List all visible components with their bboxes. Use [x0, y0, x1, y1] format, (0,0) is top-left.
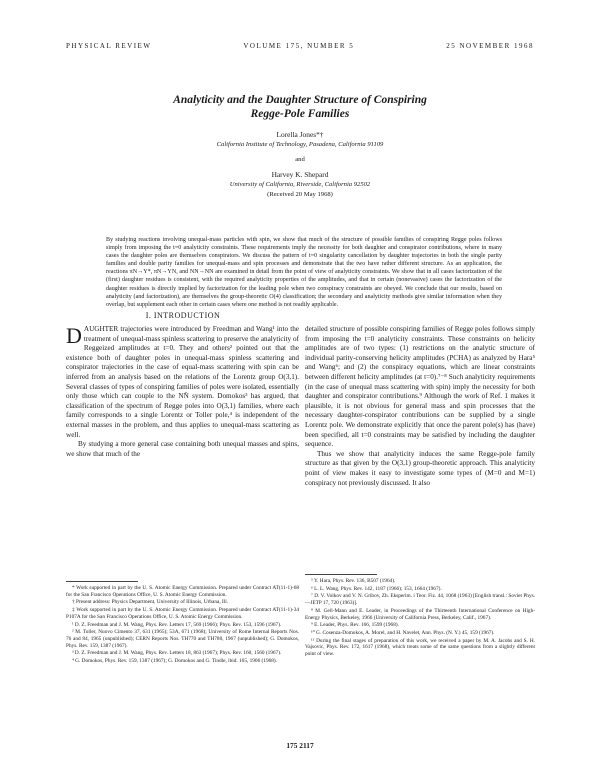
- author-1-affiliation: California Institute of Technology, Pasadena, California 91109: [216, 141, 384, 148]
- footnote: ⁸ M. Gell-Mann and E. Leader, in Proceedings of the Thirteenth International Conference on High-Energy Physics, Berkeley, 1966 (University of California Press, Berkeley, Calif., 1967).: [305, 607, 535, 621]
- footnote: ⁹ E. Leader, Phys. Rev. 166, 1599 (1968).: [311, 622, 399, 629]
- footnote: ² M. Toller, Nuovo Cimento 37, 631 (1965); 53A, 671 (1968); University of Rome Internal Reports Nos. 76 and 84, 1965 (unpublished); CERN Reports Nos. TH770 and TH780, 1967 (unpublished); G. Domokos, Phys. Rev. 159, 1387 (1967).: [66, 629, 299, 649]
- intro-right-column: [305, 325, 535, 488]
- intro-paragraph-1-text: AUGHTER trajectories were introduced by Freedman and Wang¹ into the treatment of unequal-mass spinless scattering to preserve the analyticity of Reggeized amplitudes at t=0. They and others² pointed out that the existence both of daughter poles in unequal-mass spinless scattering and conspirator trajectories in the case of equal-mass scattering with spin can be inferred from an analysis based on the relations of the Lorentz group O(3,1). Several classes of types of conspiring families of poles were isolated, essentially only those which can couple to the NN̄ system. Domokos³ has argued, that classification of the spectrum of Regge poles into O(3,1) families, where each family corresponds to a single Lorentz or Toller pole,⁴ is independent of the external masses in the problem, and thus applies to unequal-mass scattering as well.: [66, 325, 299, 439]
- running-head: [66, 42, 534, 50]
- intro-paragraph-1: [66, 325, 299, 440]
- journal-name: PHYSICAL REVIEW: [66, 42, 152, 50]
- footnote: ⁴ G. Domokos, Phys. Rev. 159, 1387 (1967); G. Domokos and G. Tindle, ibid. 165, 1906 (1968).: [72, 658, 277, 665]
- footnote: ⁶ L. L. Wang, Phys. Rev. 142, 1187 (1966); 153, 1664 (1967).: [311, 585, 442, 592]
- received-date: (Received 20 May 1968): [267, 191, 333, 198]
- drop-cap: D: [66, 323, 82, 348]
- author-2-affiliation: University of California, Riverside, California 92502: [229, 181, 371, 188]
- footnotes-left: [66, 585, 299, 666]
- footnote: ⁷ D. V. Volkov and V. N. Gribov, Zh. Eksperim. i Teor. Fiz. 44, 1068 (1963) [English transl.: Soviet Phys.—JETP 17, 720 (1963)].: [305, 593, 535, 607]
- footnote: * Work supported in part by the U. S. Atomic Energy Commission. Prepared under Contract AT(11-1)-68 for the San Francisco Operations Office, U. S. Atomic Energy Commission.: [66, 585, 299, 598]
- footnote: ¹⁰ G. Cosenza-Domokos, A. Morel, and H. Navelet, Ann. Phys. (N. Y.) 45, 159 (1967).: [311, 629, 495, 636]
- issue-date: 25 NOVEMBER 1968: [446, 42, 534, 50]
- footnote: ¹ D. Z. Freedman and J. M. Wang, Phys. Rev. Letters 17, 569 (1966); Phys. Rev. 153, 1596 (1967).: [72, 621, 282, 628]
- intro-paragraph-2: By studying a more general case containing both unequal masses and spins, we show that much of the: [66, 440, 299, 458]
- volume-number: VOLUME 175, NUMBER 5: [243, 42, 355, 50]
- intro-paragraph-4: Thus we show that analyticity induces the same Regge-pole family structure as that given by the O(3,1) group-theoretic approach. This analyticity point of view makes it easy to investigate some types of (M=0 and M=1) conspiracy not previously discussed. It also: [305, 449, 535, 487]
- and-separator: and: [295, 156, 305, 163]
- section-heading: I. INTRODUCTION: [145, 311, 221, 320]
- intro-left-column: [66, 325, 299, 459]
- paper-title-line1: Analyticity and the Daughter Structure of Conspiring: [173, 94, 427, 106]
- paper-title: [0, 93, 600, 121]
- footnote: ³ D. Z. Freedman and J. M. Wang, Phys. Rev. Letters 18, 863 (1967); Phys. Rev. 160, 1560 (1967).: [72, 650, 282, 657]
- paper-title-line2: Regge-Pole Families: [250, 108, 350, 120]
- footnote: † Present address: Physics Department, University of Illinois, Urbana, Ill.: [72, 599, 229, 606]
- author-2-name: Harvey K. Shepard: [271, 170, 329, 179]
- footnote: ‡ Work supported in part by the U. S. Atomic Energy Commission. Prepared under Contract AT(11-1)-34 P107A for the San Francisco Operations Office, U. S. Atomic Energy Commission.: [66, 607, 299, 620]
- page-number: 175 2117: [286, 741, 314, 750]
- footnote: ⁵ Y. Hara, Phys. Rev. 136, B507 (1964).: [311, 578, 396, 584]
- intro-paragraph-3: detailed structure of possible conspiring families of Regge poles follows simply from imposing the t=0 analyticity constraints. These constraints on helicity amplitudes are of two types: (1) restrictions on the analytic structure of individual parity-conserving helicity amplitudes (PCHA) as analyzed by Hara⁵ and Wang⁶; and (2) the conspiracy equations, which are linear constraints between different helicity amplitudes (at t=0).⁷⁻⁸ Such analyticity requirements (in the case of unequal mass scattering with spin) imply the necessity for both daughter and conspirator contributions.⁹ Although the work of Ref. 1 makes it plausible, it is not obvious for general mass and spin processes that the necessary daughter-conspirator contributions can be supplied by a single Lorentz pole. We demonstrate explicitly that once the parent pole(s) has (have) been specified, all t=0 constraints may be satisfied by including the daughter sequence.: [305, 325, 535, 449]
- footnote-rule-right: [305, 574, 377, 575]
- footnote: ¹¹ During the final stages of preparation of this work, we received a paper by M. A. Jacobs and S. H. Vajsovic, Phys. Rev. 172, 1617 (1968), which treats some of the same questions from a slightly different point of view.: [305, 637, 535, 658]
- footnotes-right: [305, 578, 535, 659]
- abstract: By studying reactions involving unequal-mass particles with spin, we show that much of the structure of possible families of conspiring Regge poles follows simply from imposing the t=0 analyticity constraints. These requirements imply the necessity for both daughter and conspirator contributions, where in many cases the daughter poles are themselves conspirators. We discuss the pattern of t=0 singularity cancellation by daughter trajectories in both the single parity families and double parity families for unequal-mass and spin processes and demonstrate that the two have rather different structure. As an application, the reactions πN→Y*, πN→YN, and NN→NN are examined in detail from the point of view of analyticity constraints. We show that in all cases factorization of the (first) daughter residues is consistent, with the required analyticity properties of the amplitudes, and that in certain (nonevasive) cases the factorization of the daughter residues is directly implied by factorization for the leading pole when two conspiracy constraints are obeyed. We conclude that our results, based on analyticity (and factorization), are themselves the group-theoretic O(4) classification; the secondary and analyticity methods give similar information when they overlap, but supplement each other in certain cases where one method is not readily applicable.: [106, 237, 502, 308]
- author-1-name: Lorella Jones*†: [276, 130, 324, 139]
- footnote-rule-left: [66, 581, 138, 582]
